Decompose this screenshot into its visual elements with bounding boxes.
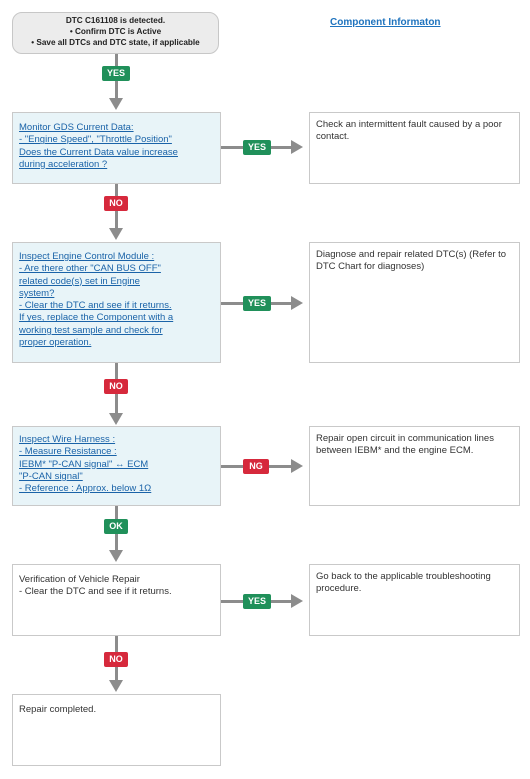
step1-result-text: Check an intermittent fault caused by a poor contact. [316,119,502,143]
start-line-1: DTC C161108 is detected. [65,16,166,25]
step1-heading-link[interactable]: Monitor GDS Current Data: [19,122,134,133]
arrow-down-icon [109,413,123,425]
step2-line-2[interactable]: - Are there other "CAN BUS OFF" [19,263,161,275]
step1-result-box [309,112,520,184]
step2-line-6[interactable]: If yes, replace the Component with a [19,312,174,324]
start-line-2: • Confirm DTC is Active [69,27,162,36]
step2-line-5[interactable]: - Clear the DTC and see if it returns. [19,300,172,312]
arrow-down-icon [109,680,123,692]
step1-line-4[interactable]: during acceleration ? [19,158,108,170]
step3-line-2[interactable]: - Measure Resistance : [19,446,117,458]
step2-result-text: Diagnose and repair related DTC(s) (Refer to DTC Chart for diagnoses) [316,249,507,273]
step3-line-5[interactable]: - Reference : Approx. below 1Ω [19,483,152,495]
step1-box [12,112,221,184]
step4-line-1: Verification of Vehicle Repair [19,574,140,585]
step2-heading-link[interactable]: Inspect Engine Control Module : [19,251,155,262]
step3-line-4[interactable]: "P-CAN signal" [19,470,83,482]
start-yes-badge: YES [102,66,130,81]
step2-box [12,242,221,363]
step3-heading-link[interactable]: Inspect Wire Harness : [19,434,116,445]
step3-result-text: Repair open circuit in communication lines between IEBM* and the engine ECM. [316,433,494,457]
step3-result-box [309,426,520,506]
step1-no-badge: NO [104,196,128,211]
step2-line-3[interactable]: related code(s) set in Engine [19,275,140,287]
step4-result-box [309,564,520,636]
arrow-right-icon [291,594,303,608]
arrow-right-icon [291,296,303,310]
step3-ok-badge: OK [104,519,128,534]
step2-line-8[interactable]: proper operation. [19,337,92,349]
step4-no-badge: NO [104,652,128,667]
step3-box [12,426,221,506]
arrow-right-icon [291,459,303,473]
step4-result-text: Go back to the applicable troubleshooting procedure. [316,571,491,595]
step3-line-3[interactable]: IEBM* "P-CAN signal" ↔ ECM [19,458,149,470]
start-box [12,12,219,54]
step1-yes-badge: YES [243,140,271,155]
step4-box [12,564,221,636]
start-line-3: • Save all DTCs and DTC state, if applicable [31,38,200,47]
arrow-down-icon [109,550,123,562]
step2-yes-badge: YES [243,296,271,311]
step4-line-2: - Clear the DTC and see if it returns. [19,586,172,598]
step1-line-2[interactable]: - "Engine Speed", "Throttle Position" [19,134,172,146]
component-information-link[interactable]: Component Informaton [330,17,441,28]
step2-line-4[interactable]: system? [19,287,55,299]
arrow-down-icon [109,228,123,240]
step3-ng-badge: NG [243,459,269,474]
step5-box [12,694,221,766]
step2-no-badge: NO [104,379,128,394]
arrow-down-icon [109,98,123,110]
step2-result-box [309,242,520,363]
step2-line-7[interactable]: working test sample and check for [19,324,163,336]
step4-yes-badge: YES [243,594,271,609]
step5-text: Repair completed. [19,704,97,715]
arrow-right-icon [291,140,303,154]
step1-line-3[interactable]: Does the Current Data value increase [19,146,178,158]
